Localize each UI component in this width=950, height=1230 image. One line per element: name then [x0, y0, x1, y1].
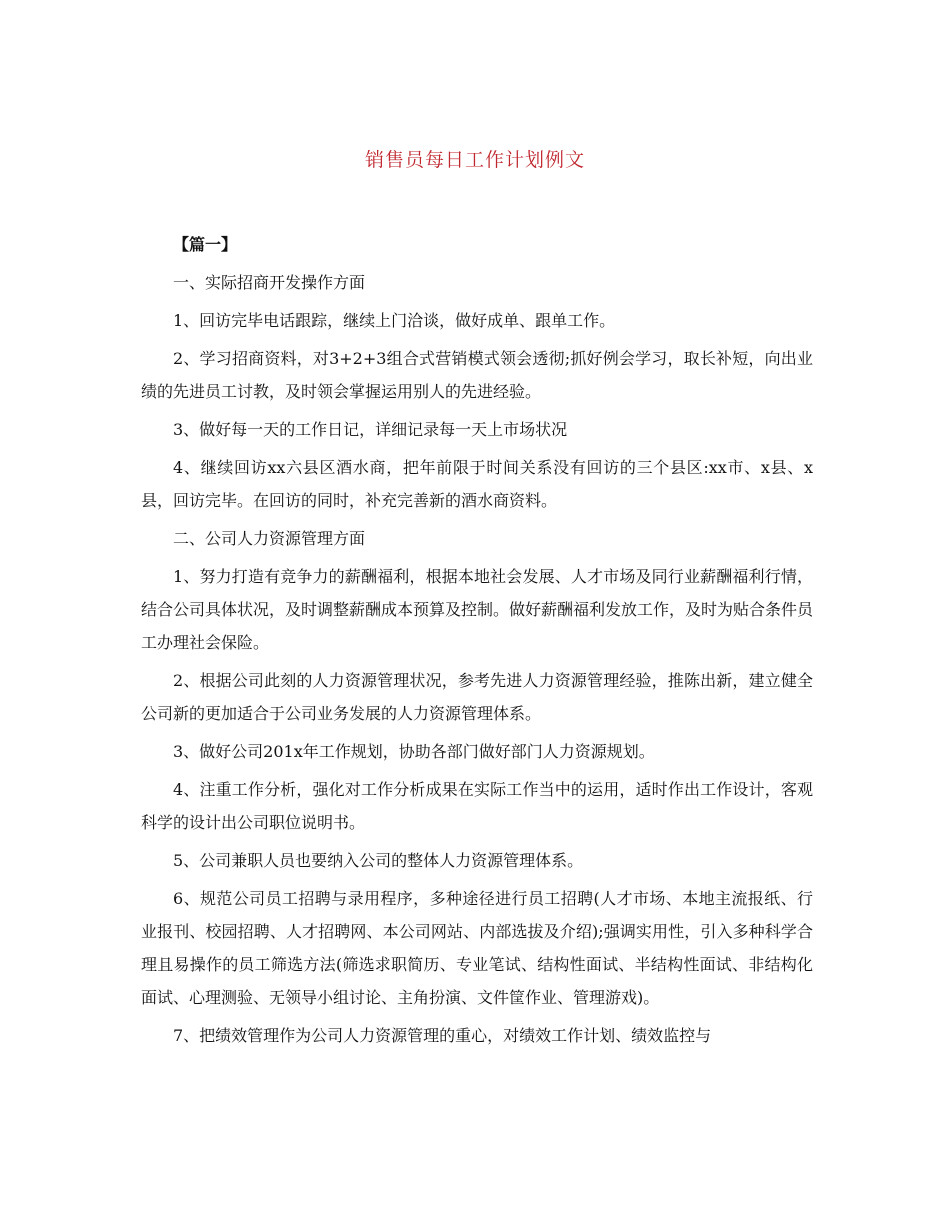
paragraph: 6、规范公司员工招聘与录用程序，多种途径进行员工招聘(人才市场、本地主流报纸、行业报刊、校园招聘、人才招聘网、本公司网站、内部选拔及介绍);强调实用性，引入多种科学合理且易操作的员工筛选方法(筛选求职简历、专业笔试、结构性面试、半结构性面试、非结构化面试、心理测验、无领导小组讨论、主角扮演、文件筐作业、管理游戏)。 [141, 889, 813, 1007]
paragraph: 4、注重工作分析，强化对工作分析成果在实际工作当中的运用，适时作出工作设计，客观科学的设计出公司职位说明书。 [141, 780, 813, 832]
paragraph: 4、继续回访xx六县区酒水商，把年前限于时间关系没有回访的三个县区:xx市、x县、x县，回访完毕。在回访的同时，补充完善新的酒水商资料。 [141, 458, 813, 510]
paragraph: 2、根据公司此刻的人力资源管理状况，参考先进人力资源管理经验，推陈出新，建立健全公司新的更加适合于公司业务发展的人力资源管理体系。 [141, 671, 813, 723]
document-body [141, 228, 813, 1057]
paragraph: 1、努力打造有竞争力的薪酬福利，根据本地社会发展、人才市场及同行业薪酬福利行情，结合公司具体状况，及时调整薪酬成本预算及控制。做好薪酬福利发放工作，及时为贴合条件员工办理社会保险。 [141, 567, 814, 652]
section-label: 【篇一】 [173, 235, 238, 254]
paragraph: 2、学习招商资料，对3+2+3组合式营销模式领会透彻;抓好例会学习，取长补短，向出业绩的先进员工讨教，及时领会掌握运用别人的先进经验。 [141, 349, 813, 401]
paragraph: 5、公司兼职人员也要纳入公司的整体人力资源管理体系。 [173, 851, 584, 870]
paragraph: 7、把绩效管理作为公司人力资源管理的重心，对绩效工作计划、绩效监控与 [173, 1026, 712, 1045]
paragraph: 3、做好每一天的工作日记，详细记录每一天上市场状况 [173, 420, 568, 439]
paragraph: 3、做好公司201x年工作规划，协助各部门做好部门人力资源规划。 [173, 742, 655, 761]
paragraph: 二、公司人力资源管理方面 [173, 529, 366, 548]
paragraph: 1、回访完毕电话跟踪，继续上门洽谈，做好成单、跟单工作。 [173, 311, 616, 330]
document-title: 销售员每日工作计划例文 [364, 149, 585, 171]
paragraph: 一、实际招商开发操作方面 [173, 273, 366, 292]
